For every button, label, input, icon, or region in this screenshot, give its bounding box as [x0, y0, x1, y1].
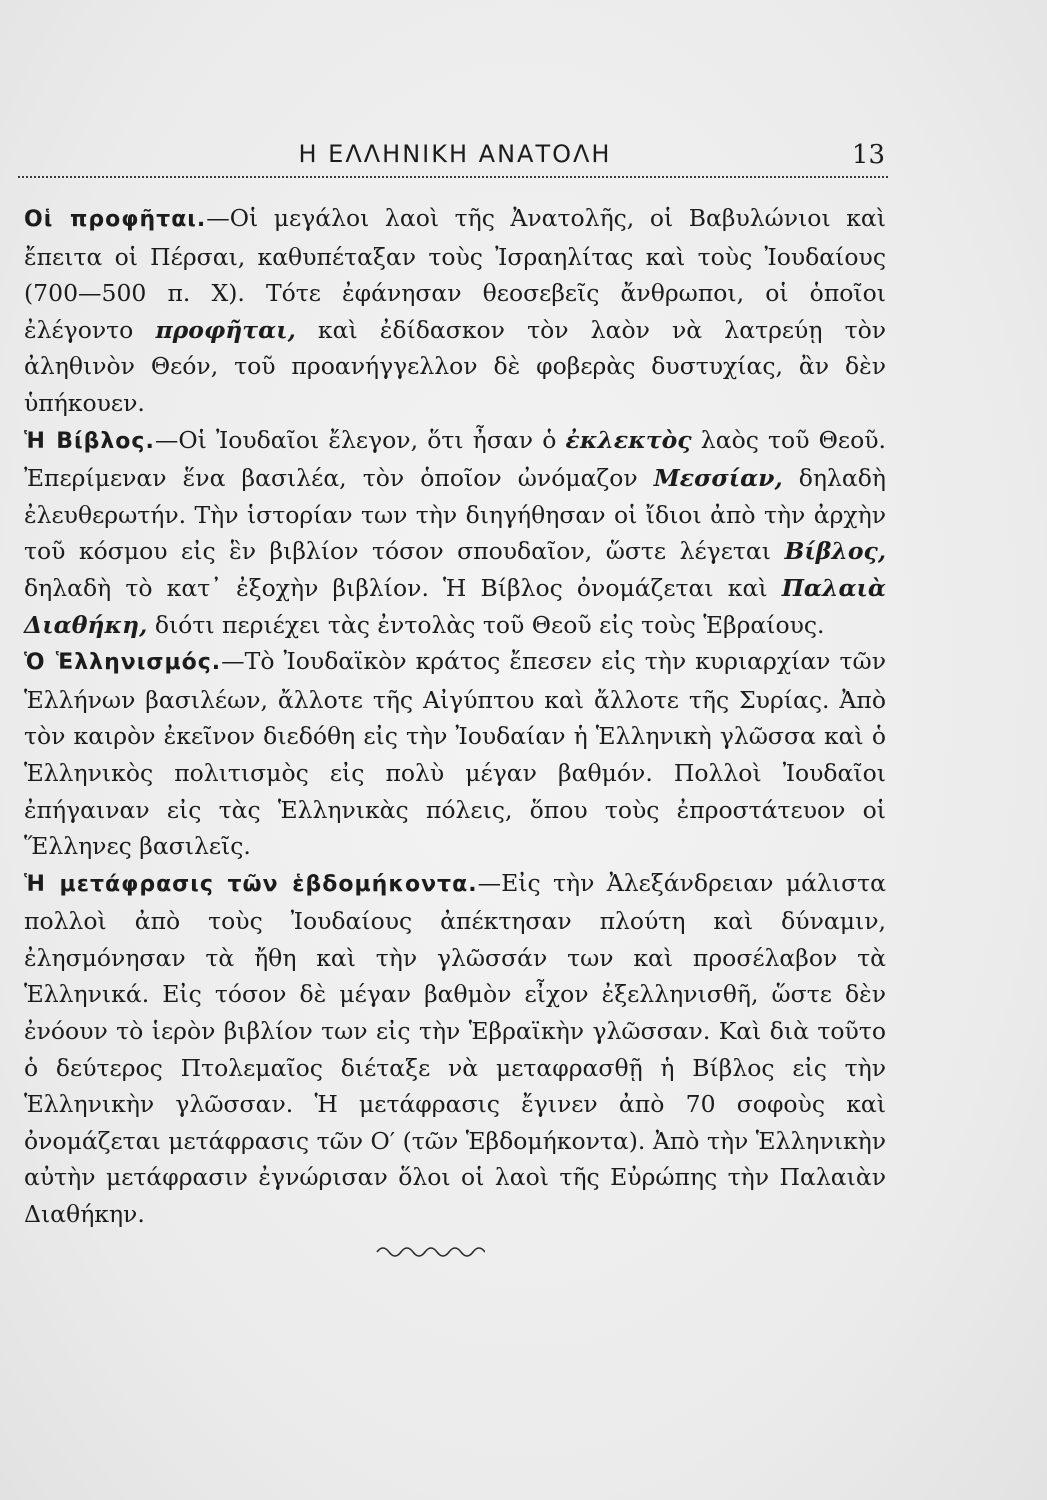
section-paragraph — [24, 200, 886, 422]
emphasized-term: Βίβλος, — [784, 537, 886, 566]
emphasized-term: Παλαιὰ Διαθήκη, — [24, 573, 886, 639]
paragraph-text: δηλαδὴ τὸ κατ᾿ ἐξοχὴν βιβλίον. Ἡ Βίβλος ὀνομάζεται καὶ — [24, 573, 782, 602]
paragraph-text: —Εἰς τὴν Ἀλεξάνδρειαν μάλιστα πολλοὶ ἀπὸ τοὺς Ἰουδαίους ἀπέκτησαν πλούτη καὶ δύναμιν, ἐλησμόνησαν τὰ ἤθη καὶ τὴν γλῶσσάν των καὶ προσέλαβον τὰ Ἑλληνικά. Εἰς τόσον δὲ μέγαν βαθμὸν εἶχον ἐξελληνισθῆ, ὥστε δὲν ἐνόουν τὸ ἱερὸν βιβλίον των εἰς τὴν Ἑβραϊκὴν γλῶσσαν. Καὶ διὰ τοῦτο ὁ δεύτερος Πτολεμαῖος διέταξε νὰ μεταφρασθῇ ἡ Βίβλος εἰς τὴν Ἑλληνικὴν γλῶσσαν. Ἡ μετάφρασις ἔγινεν ἀπὸ 70 σοφοὺς καὶ ὀνομάζεται μετάφρασις τῶν Ο′ (τῶν Ἑβδομήκοντα). Ἀπὸ τὴν Ἑλληνικὴν αὐτὴν μετάφρασιν ἐγνώρισαν ὅλοι οἱ λαοὶ τῆς Εὐρώπης τὴν Παλαιὰν Διαθήκην. — [24, 868, 886, 1229]
paragraph-text: δηλαδὴ ἐλευθερωτήν. Τὴν ἱστορίαν των τὴν διηγήθησαν οἱ ἴδιοι ἀπὸ τὴν ἀρχὴν τοῦ κόσμου εἰς ἓν βιβλίον τόσον σπουδαῖον, ὥστε λέγεται — [24, 464, 886, 566]
paragraph-text: —Οἱ Ἰουδαῖοι ἔλεγον, ὅτι ἦσαν ὁ — [154, 425, 566, 454]
section-heading: Ἡ μετάφρασις τῶν ἑβδομήκοντα. — [24, 871, 478, 897]
section-heading: Ἡ Βίβλος. — [24, 428, 155, 454]
wavy-rule-ornament — [375, 1238, 485, 1262]
section-paragraph — [24, 422, 886, 644]
section-paragraph — [24, 865, 886, 1233]
emphasized-term: Μεσσίαν, — [653, 464, 783, 493]
paragraph-text: λαὸς τοῦ Θεοῦ. Ἐπερίμεναν ἕνα βασιλέα, τὸν ὁποῖον ὠνόμαζον — [24, 425, 887, 493]
emphasized-term: προφῆται, — [155, 315, 296, 344]
header-rule — [18, 176, 888, 178]
body-text — [24, 200, 886, 1233]
emphasized-term: ἐκλεκτὸς — [565, 425, 692, 454]
section-paragraph — [24, 643, 886, 865]
paragraph-text: —Τὸ Ἰουδαϊκὸν κράτος ἔπεσεν εἰς τὴν κυριαρχίαν τῶν Ἑλλήνων βασιλέων, ἄλλοτε τῆς Αἰγύπτου καὶ ἄλλοτε τῆς Συρίας. Ἀπὸ τὸν καιρὸν ἐκεῖνον διεδόθη εἰς τὴν Ἰουδαίαν ἡ Ἑλληνικὴ γλῶσσα καὶ ὁ Ἑλληνικὸς πολιτισμὸς εἰς πολὺ μέγαν βαθμόν. Πολλοὶ Ἰουδαῖοι ἐπήγαιναν εἰς τὰς Ἑλληνικὰς πόλεις, ὅπου τοὺς ἐπροστάτευον οἱ Ἕλληνες βασιλεῖς. — [24, 647, 886, 861]
paragraph-text: —Οἱ μεγάλοι λαοὶ τῆς Ἀνατολῆς, οἱ Βαβυλώνιοι καὶ ἔπειτα οἱ Πέρσαι, καθυπέταξαν τοὺς Ἰσραηλίτας καὶ τοὺς Ἰουδαίους (700—500 π. Χ). Τότε ἐφάνησαν θεοσεβεῖς ἄνθρωποι, οἱ ὁποῖοι ἐλέγοντο — [24, 204, 886, 344]
section-heading: Οἱ προφῆται. — [24, 207, 207, 232]
paragraph-text: διότι περιέχει τὰς ἐντολὰς τοῦ Θεοῦ εἰς τοὺς Ἑβραίους. — [147, 610, 825, 639]
page-number: 13 — [851, 140, 885, 170]
section-heading: Ὁ Ἑλληνισμός. — [24, 650, 222, 676]
running-title: Η ΕΛΛΗΝΙΚΗ ΑΝΑΤΟΛΗ — [298, 140, 612, 168]
page-header — [25, 140, 885, 174]
paragraph-text: καὶ ἐδίδασκον τὸν λαὸν νὰ λατρεύῃ τὸν ἀληθινὸν Θεόν, τοῦ προανήγγελλον δὲ φοβερὰς δυστυχίας, ἂν δὲν ὑπήκουεν. — [24, 315, 886, 417]
